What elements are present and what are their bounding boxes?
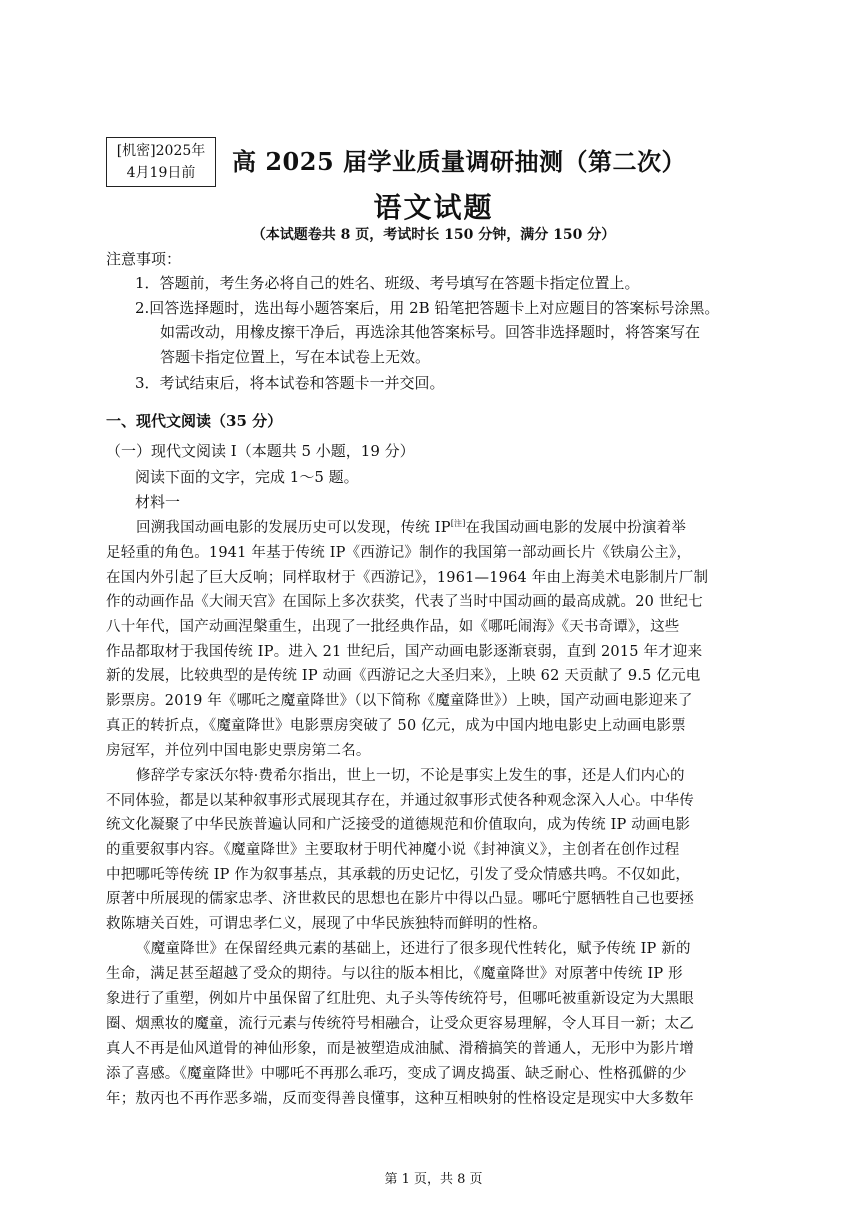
confidential-stamp	[106, 137, 216, 187]
notes-title: 注意事项：	[106, 250, 182, 268]
paragraph-line: 统文化凝聚了中华民族普遍认同和广泛接受的道德规范和价值取向，成为传统 IP 动画电影	[106, 817, 691, 833]
note-item: 3．考试结束后，将本试卷和答题卡一并交回。	[135, 374, 445, 392]
page-number: 第 1 页，共 8 页	[384, 1172, 483, 1187]
paragraph-line: 真人不再是仙风道骨的神仙形象，而是被塑造成油腻、滑稽搞笑的普通人，无形中为影片增	[106, 1041, 694, 1057]
paragraph-line: 作品都取材于我国传统 IP。进入 21 世纪后，国产动画电影逐渐衰弱，直到 2015 年才迎来	[106, 644, 703, 660]
paragraph-line: 八十年代，国产动画涅槃重生，出现了一批经典作品，如《哪吒闹海》《天书奇谭》，这些	[106, 619, 680, 635]
paragraph-line: 圈、烟熏妆的魔童，流行元素与传统符号相融合，让受众更容易理解，令人耳目一新；太乙	[106, 1016, 694, 1032]
reading-instruction: 阅读下面的文字，完成 1～5 题。	[135, 468, 359, 486]
confidential-line-2: 4月19日前	[126, 165, 196, 181]
note-item: 如需改动，用橡皮擦干净后，再选涂其他答案标号。回答非选择题时，将答案写在	[160, 323, 701, 341]
note-item: 答题卡指定位置上，写在本试卷上无效。	[160, 348, 431, 366]
paragraph-line: 不同体验，都是以某种叙事形式展现其存在，并通过叙事形式使各种观念深入人心。中华传	[106, 793, 694, 809]
material-title: 材料一	[135, 493, 181, 511]
paragraph-line: 年；敖丙也不再作恶多端，反而变得善良懂事，这种互相映射的性格设定是现实中大多数年	[106, 1091, 694, 1107]
paragraph-line: 原著中所展现的儒家忠孝、济世救民的思想也在影片中得以凸显。哪吒宁愿牺牲自己也要拯	[106, 891, 694, 907]
paragraph-line: 在国内外引起了巨大反响；同样取材于《西游记》，1961—1964 年由上海美术电影制片厂制	[106, 570, 709, 586]
paragraph-line: 新的发展，比较典型的是传统 IP 动画《西游记之大圣归来》，上映 62 天贡献了 9.5 亿元电	[106, 668, 701, 684]
confidential-line-1: [机密]2025年	[116, 143, 206, 159]
paragraph-line: 作的动画作品《大闹天宫》在国际上多次获奖，代表了当时中国动画的最高成就。20 世纪七	[106, 594, 703, 610]
paragraph-line: 救陈塘关百姓，可谓忠孝仁义，展现了中华民族独特而鲜明的性格。	[106, 916, 547, 932]
note-item: 1．答题前，考生务必将自己的姓名、班级、考号填写在答题卡指定位置上。	[135, 274, 640, 292]
exam-info: （本试题卷共 8 页，考试时长 150 分钟，满分 150 分）	[251, 227, 616, 243]
section-heading: 一、现代文阅读（35 分）	[106, 412, 283, 430]
subject-title: 语文试题	[373, 191, 494, 224]
paragraph-line: 修辞学专家沃尔特·费希尔指出，世上一切，不论是事实上发生的事，还是人们内心的	[136, 768, 685, 784]
paragraph-line: 房冠军，并位列中国电影史票房第二名。	[106, 743, 371, 759]
footnote-marker: [注]	[450, 519, 466, 529]
paragraph-text: 在我国动画电影的发展中扮演着举	[465, 520, 687, 536]
note-item: 2.回答选择题时，选出每小题答案后，用 2B 铅笔把答题卡上对应题目的答案标号涂黑。	[135, 299, 720, 317]
paragraph-line: 的重要叙事内容。《魔童降世》主要取材于明代神魔小说《封神演义》，主创者在创作过程	[106, 842, 680, 858]
paragraph-line	[106, 516, 796, 537]
subsection-heading: （一）现代文阅读 I（本题共 5 小题，19 分）	[106, 442, 415, 460]
paragraph-line: 添了喜感。《魔童降世》中哪吒不再那么乖巧，变成了调皮捣蛋、缺乏耐心、性格孤僻的少	[106, 1066, 687, 1082]
paragraph-line: 象进行了重塑，例如片中虽保留了红肚兜、丸子头等传统符号，但哪吒被重新设定为大黑眼	[106, 991, 694, 1007]
paragraph-text: 回溯我国动画电影的发展历史可以发现，传统 IP	[136, 520, 451, 536]
paragraph-line: 足轻重的角色。1941 年基于传统 IP《西游记》制作的我国第一部动画长片《铁扇公主》，	[106, 545, 692, 561]
paragraph-line: 《魔童降世》在保留经典元素的基础上，还进行了很多现代性转化，赋予传统 IP 新的	[136, 941, 691, 957]
paragraph-line: 影票房。2019 年《哪吒之魔童降世》（以下简称《魔童降世》）上映，国产动画电影迎来了	[106, 693, 693, 709]
paragraph-line: 真正的转折点，《魔童降世》电影票房突破了 50 亿元，成为中国内地电影史上动画电影票	[106, 718, 686, 734]
paragraph-line: 生命，满足甚至超越了受众的期待。与以往的版本相比，《魔童降世》对原著中传统 IP 形	[106, 966, 683, 982]
paragraph-line: 中把哪吒等传统 IP 作为叙事基点，其承载的历史记忆，引发了受众情感共鸣。不仅如此，	[106, 867, 691, 883]
exam-title: 高 2025 届学业质量调研抽测（第二次）	[232, 147, 687, 176]
